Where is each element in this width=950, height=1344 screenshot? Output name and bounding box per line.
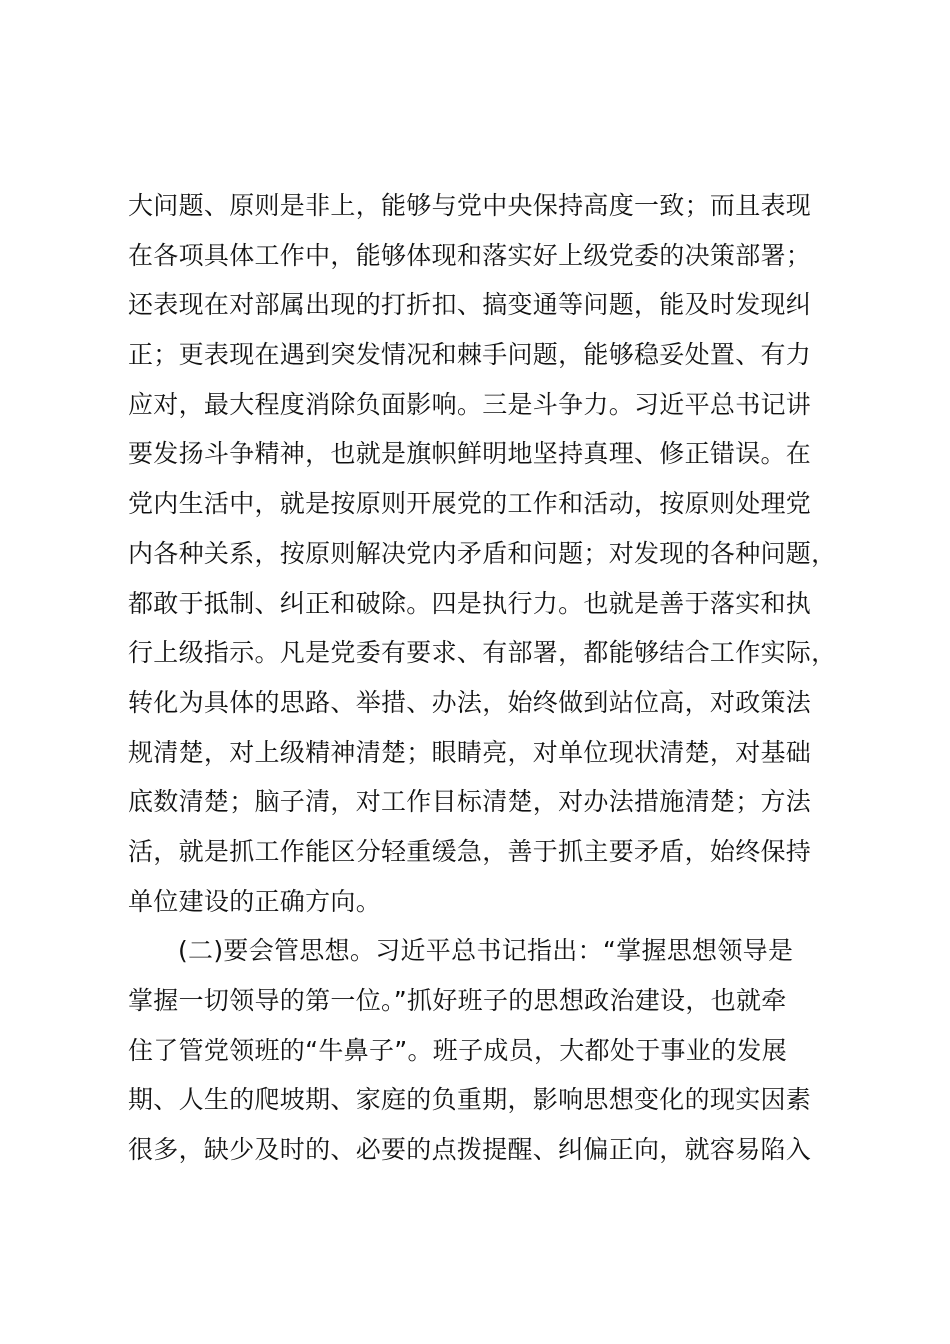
section-heading-line: (二)要会管思想。习近平总书记指出：“掌握思想领导是 — [178, 936, 794, 966]
text-line: 内各种关系，按原则解决党内矛盾和问题；对发现的各种问题， — [128, 538, 837, 568]
text-line: 还表现在对部属出现的打折扣、搞变通等问题，能及时发现纠 — [128, 290, 812, 320]
text-line: 都敢于抵制、纠正和破除。四是执行力。也就是善于落实和执 — [128, 588, 812, 618]
text-line: 转化为具体的思路、举措、办法，始终做到站位高，对政策法 — [128, 687, 812, 717]
text-line: 要发扬斗争精神，也就是旗帜鲜明地坚持真理、修正错误。在 — [128, 439, 812, 469]
body-text — [128, 181, 868, 1175]
text-line: 行上级指示。凡是党委有要求、有部署，都能够结合工作实际， — [128, 638, 837, 668]
text-line: 规清楚，对上级精神清楚；眼睛亮，对单位现状清楚，对基础 — [128, 737, 812, 767]
text-line: 单位建设的正确方向。 — [128, 886, 382, 916]
text-line: 正；更表现在遇到突发情况和棘手问题，能够稳妥处置、有力 — [128, 340, 812, 370]
text-line: 掌握一切领导的第一位。”抓好班子的思想政治建设，也就牵 — [128, 986, 787, 1015]
text-line: 底数清楚；脑子清，对工作目标清楚，对办法措施清楚；方法 — [128, 787, 812, 817]
text-line: 期、人生的爬坡期、家庭的负重期，影响思想变化的现实因素 — [128, 1085, 812, 1115]
text-line: 应对，最大程度消除负面影响。三是斗争力。习近平总书记讲 — [128, 389, 812, 419]
text-line: 大问题、原则是非上，能够与党中央保持高度一致；而且表现 — [128, 191, 812, 220]
text-line: 在各项具体工作中，能够体现和落实好上级党委的决策部署； — [128, 240, 812, 270]
text-line: 党内生活中，就是按原则开展党的工作和活动，按原则处理党 — [128, 489, 812, 519]
text-line: 住了管党领班的“牛鼻子”。班子成员，大都处于事业的发展 — [128, 1035, 788, 1065]
text-line: 活，就是抓工作能区分轻重缓急，善于抓主要矛盾，始终保持 — [128, 836, 812, 866]
text-line: 很多，缺少及时的、必要的点拨提醒、纠偏正向，就容易陷入 — [128, 1135, 812, 1165]
